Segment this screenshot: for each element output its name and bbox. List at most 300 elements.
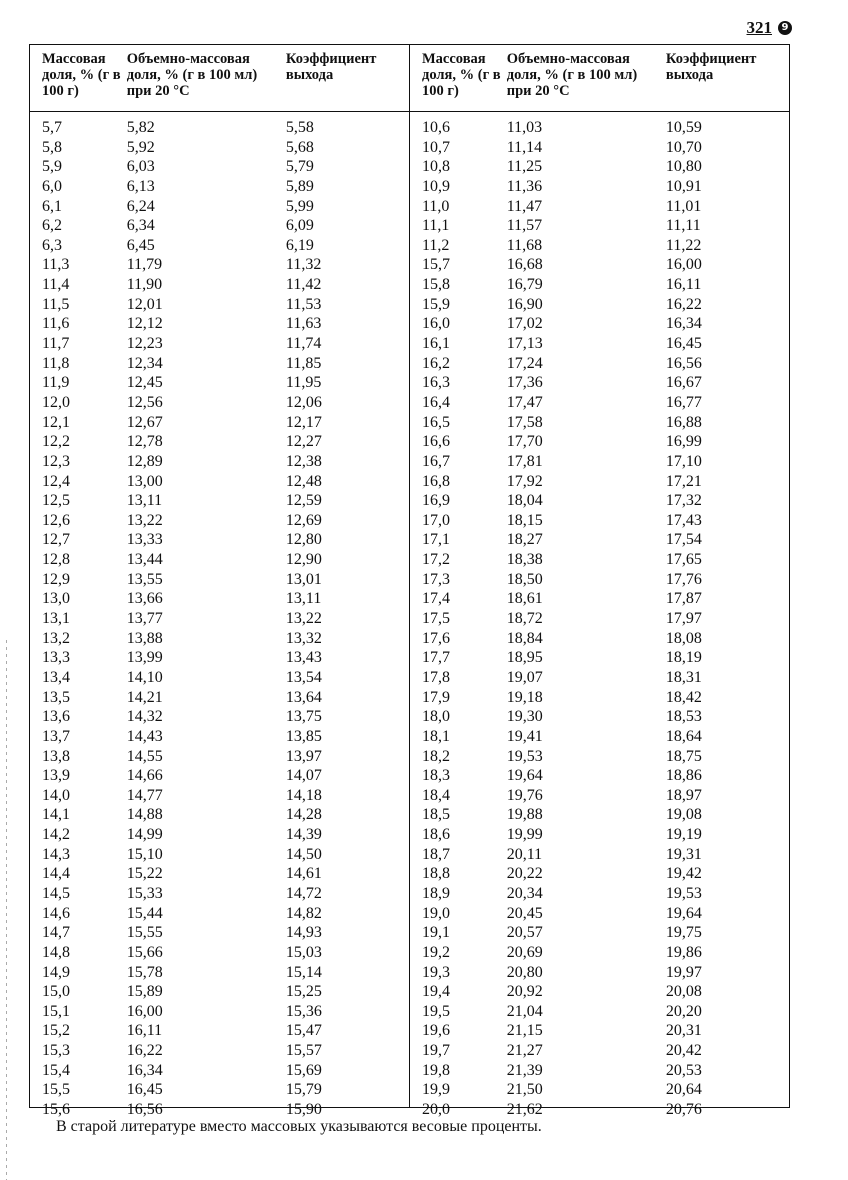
mass-fraction-cell: 17,5 [422, 610, 450, 628]
table-body-right [410, 112, 789, 1120]
yield-coefficient-cell: 18,19 [665, 649, 702, 667]
footnote: В старой литературе вместо массовых указываются весовые проценты. [56, 1118, 542, 1135]
mass-fraction-cell: 15,4 [42, 1061, 70, 1079]
volume-mass-fraction-cell: 19,99 [506, 826, 543, 844]
mass-fraction-cell: 17,6 [422, 629, 450, 647]
yield-coefficient-cell: 13,32 [285, 629, 322, 647]
yield-coefficient-cell: 5,99 [285, 197, 314, 215]
mass-fraction-cell: 15,7 [422, 256, 450, 274]
table-row [30, 255, 409, 275]
yield-coefficient-cell: 14,39 [285, 826, 322, 844]
volume-mass-fraction-cell: 18,15 [506, 511, 543, 529]
yield-coefficient-cell: 19,31 [665, 845, 702, 863]
yield-coefficient-cell: 16,11 [665, 276, 702, 294]
yield-coefficient-cell: 19,86 [665, 943, 702, 961]
mass-fraction-cell: 12,8 [42, 551, 70, 569]
volume-mass-fraction-cell: 12,12 [126, 315, 163, 333]
volume-mass-fraction-cell: 13,11 [126, 492, 163, 510]
volume-mass-fraction-cell: 18,84 [506, 629, 543, 647]
volume-mass-fraction-cell: 18,72 [506, 610, 543, 628]
mass-fraction-cell: 19,3 [422, 963, 450, 981]
mass-fraction-cell: 12,3 [42, 452, 70, 470]
table-row [410, 747, 789, 767]
volume-mass-fraction-cell: 18,38 [506, 551, 543, 569]
volume-mass-fraction-cell: 16,11 [126, 1022, 163, 1040]
yield-coefficient-cell: 19,75 [665, 924, 702, 942]
mass-fraction-cell: 12,5 [42, 492, 70, 510]
table-row [410, 1080, 789, 1100]
table-row [30, 216, 409, 236]
yield-coefficient-cell: 16,34 [665, 315, 702, 333]
volume-mass-fraction-cell: 16,45 [126, 1081, 163, 1099]
mass-fraction-cell: 12,7 [42, 531, 70, 549]
yield-coefficient-cell: 10,91 [665, 177, 702, 195]
mass-fraction-cell: 19,8 [422, 1061, 450, 1079]
table-row [410, 373, 789, 393]
mass-fraction-cell: 12,0 [42, 393, 70, 411]
yield-coefficient-cell: 18,97 [665, 786, 702, 804]
volume-mass-fraction-cell: 16,79 [506, 276, 543, 294]
volume-mass-fraction-cell: 14,32 [126, 708, 163, 726]
volume-mass-fraction-cell: 14,43 [126, 727, 163, 745]
mass-fraction-cell: 16,7 [422, 452, 450, 470]
volume-mass-fraction-cell: 11,90 [126, 276, 163, 294]
volume-mass-fraction-cell: 17,13 [506, 335, 543, 353]
volume-mass-fraction-cell: 14,66 [126, 767, 163, 785]
yield-coefficient-cell: 16,99 [665, 433, 702, 451]
mass-fraction-cell: 6,0 [42, 177, 62, 195]
table-row [30, 589, 409, 609]
yield-coefficient-cell: 17,54 [665, 531, 702, 549]
volume-mass-fraction-cell: 15,89 [126, 983, 163, 1001]
volume-mass-fraction-cell: 11,47 [506, 197, 543, 215]
yield-coefficient-cell: 16,56 [665, 354, 702, 372]
yield-coefficient-cell: 15,69 [285, 1061, 322, 1079]
volume-mass-fraction-cell: 16,90 [506, 295, 543, 313]
table-row [410, 491, 789, 511]
mass-fraction-cell: 11,0 [422, 197, 450, 215]
volume-mass-fraction-cell: 17,70 [506, 433, 543, 451]
volume-mass-fraction-cell: 17,58 [506, 413, 543, 431]
header-volume-mass-fraction: Объемно-массовая доля, % (г в 100 мл) при 20 °С [126, 51, 258, 99]
table-row [410, 452, 789, 472]
yield-coefficient-cell: 12,90 [285, 551, 322, 569]
table-row [30, 982, 409, 1002]
table-row [410, 707, 789, 727]
table-row [410, 1002, 789, 1022]
volume-mass-fraction-cell: 13,44 [126, 551, 163, 569]
mass-fraction-cell: 15,9 [422, 295, 450, 313]
table-row [410, 413, 789, 433]
yield-coefficient-cell: 16,88 [665, 413, 702, 431]
volume-mass-fraction-cell: 15,22 [126, 865, 163, 883]
yield-coefficient-cell: 13,64 [285, 688, 322, 706]
mass-fraction-cell: 13,8 [42, 747, 70, 765]
volume-mass-fraction-cell: 15,10 [126, 845, 163, 863]
table-row [410, 982, 789, 1002]
mass-fraction-cell: 17,1 [422, 531, 450, 549]
table-row [410, 216, 789, 236]
volume-mass-fraction-cell: 16,56 [126, 1101, 163, 1119]
volume-mass-fraction-cell: 14,99 [126, 826, 163, 844]
yield-coefficient-cell: 19,19 [665, 826, 702, 844]
mass-fraction-cell: 11,3 [42, 256, 70, 274]
volume-mass-fraction-cell: 21,04 [506, 1002, 543, 1020]
table-row [30, 707, 409, 727]
volume-mass-fraction-cell: 13,66 [126, 590, 163, 608]
volume-mass-fraction-cell: 16,22 [126, 1042, 163, 1060]
table-row [30, 747, 409, 767]
volume-mass-fraction-cell: 15,33 [126, 884, 163, 902]
mass-fraction-cell: 14,3 [42, 845, 70, 863]
volume-mass-fraction-cell: 18,27 [506, 531, 543, 549]
mass-fraction-cell: 20,0 [422, 1101, 450, 1119]
mass-fraction-cell: 14,6 [42, 904, 70, 922]
mass-fraction-cell: 18,0 [422, 708, 450, 726]
mass-fraction-cell: 13,2 [42, 629, 70, 647]
mass-fraction-cell: 15,8 [422, 276, 450, 294]
table-row [30, 236, 409, 256]
volume-mass-fraction-cell: 6,03 [126, 158, 155, 176]
yield-coefficient-cell: 17,43 [665, 511, 702, 529]
yield-coefficient-cell: 19,97 [665, 963, 702, 981]
mass-fraction-cell: 5,7 [42, 119, 62, 136]
yield-coefficient-cell: 17,32 [665, 492, 702, 510]
volume-mass-fraction-cell: 17,81 [506, 452, 543, 470]
volume-mass-fraction-cell: 17,92 [506, 472, 543, 490]
table-row [30, 904, 409, 924]
volume-mass-fraction-cell: 11,68 [506, 236, 543, 254]
table-row [410, 118, 789, 138]
table-row [30, 491, 409, 511]
table-row [30, 864, 409, 884]
table-row [410, 275, 789, 295]
mass-fraction-cell: 10,7 [422, 138, 450, 156]
volume-mass-fraction-cell: 19,88 [506, 806, 543, 824]
volume-mass-fraction-cell: 15,55 [126, 924, 163, 942]
table-row [30, 668, 409, 688]
volume-mass-fraction-cell: 16,68 [506, 256, 543, 274]
table-row [410, 963, 789, 983]
yield-coefficient-cell: 14,07 [285, 767, 322, 785]
yield-coefficient-cell: 19,42 [665, 865, 702, 883]
yield-coefficient-cell: 6,09 [285, 217, 314, 235]
volume-mass-fraction-cell: 6,34 [126, 217, 155, 235]
mass-fraction-cell: 17,3 [422, 570, 450, 588]
table-row [410, 236, 789, 256]
mass-fraction-cell: 5,9 [42, 158, 62, 176]
table-row [410, 255, 789, 275]
volume-mass-fraction-cell: 20,45 [506, 904, 543, 922]
table-row [410, 864, 789, 884]
yield-coefficient-cell: 20,08 [665, 983, 702, 1001]
mass-fraction-cell: 19,2 [422, 943, 450, 961]
mass-fraction-cell: 17,2 [422, 551, 450, 569]
mass-fraction-cell: 13,9 [42, 767, 70, 785]
volume-mass-fraction-cell: 15,78 [126, 963, 163, 981]
table-row [410, 354, 789, 374]
mass-fraction-cell: 19,0 [422, 904, 450, 922]
mass-fraction-cell: 5,8 [42, 138, 62, 156]
yield-coefficient-cell: 20,20 [665, 1002, 702, 1020]
volume-mass-fraction-cell: 17,02 [506, 315, 543, 333]
volume-mass-fraction-cell: 19,76 [506, 786, 543, 804]
header-mass-fraction: Массовая доля, % (г в 100 г) [422, 51, 501, 99]
volume-mass-fraction-cell: 11,14 [506, 138, 543, 156]
yield-coefficient-cell: 16,77 [665, 393, 702, 411]
volume-mass-fraction-cell: 21,15 [506, 1022, 543, 1040]
volume-mass-fraction-cell: 16,34 [126, 1061, 163, 1079]
mass-fraction-cell: 10,8 [422, 158, 450, 176]
volume-mass-fraction-cell: 16,00 [126, 1002, 163, 1020]
yield-coefficient-cell: 11,74 [285, 335, 322, 353]
mass-fraction-cell: 18,7 [422, 845, 450, 863]
table-row [410, 1061, 789, 1081]
volume-mass-fraction-cell: 20,80 [506, 963, 543, 981]
table-row [410, 766, 789, 786]
mass-fraction-cell: 17,4 [422, 590, 450, 608]
table-row [30, 530, 409, 550]
table-row [410, 314, 789, 334]
table-row [30, 197, 409, 217]
table-row [30, 845, 409, 865]
volume-mass-fraction-cell: 18,04 [506, 492, 543, 510]
volume-mass-fraction-cell: 14,88 [126, 806, 163, 824]
table-row [30, 511, 409, 531]
table-row [30, 118, 409, 138]
yield-coefficient-cell: 11,22 [665, 236, 702, 254]
table-row [410, 923, 789, 943]
volume-mass-fraction-cell: 13,33 [126, 531, 163, 549]
mass-fraction-cell: 16,4 [422, 393, 450, 411]
mass-fraction-cell: 14,0 [42, 786, 70, 804]
mass-fraction-cell: 12,1 [42, 413, 70, 431]
mass-fraction-cell: 19,1 [422, 924, 450, 942]
mass-fraction-cell: 18,4 [422, 786, 450, 804]
volume-mass-fraction-cell: 19,53 [506, 747, 543, 765]
header-yield-coefficient: Коэффициент выхода [285, 51, 377, 83]
table-row [410, 727, 789, 747]
volume-mass-fraction-cell: 12,45 [126, 374, 163, 392]
volume-mass-fraction-cell: 12,34 [126, 354, 163, 372]
mass-fraction-cell: 14,1 [42, 806, 70, 824]
table-row [410, 157, 789, 177]
volume-mass-fraction-cell: 13,55 [126, 570, 163, 588]
yield-coefficient-cell: 17,87 [665, 590, 702, 608]
volume-mass-fraction-cell: 13,00 [126, 472, 163, 490]
mass-fraction-cell: 14,8 [42, 943, 70, 961]
mass-fraction-cell: 13,5 [42, 688, 70, 706]
table-row [30, 413, 409, 433]
volume-mass-fraction-cell: 15,66 [126, 943, 163, 961]
table-row [30, 373, 409, 393]
table-row [30, 1002, 409, 1022]
mass-fraction-cell: 6,2 [42, 217, 62, 235]
mass-fraction-cell: 18,1 [422, 727, 450, 745]
volume-mass-fraction-cell: 12,67 [126, 413, 163, 431]
yield-coefficient-cell: 16,00 [665, 256, 702, 274]
yield-coefficient-cell: 20,64 [665, 1081, 702, 1099]
table-row [410, 609, 789, 629]
mass-fraction-cell: 18,2 [422, 747, 450, 765]
yield-coefficient-cell: 13,11 [285, 590, 322, 608]
volume-mass-fraction-cell: 13,77 [126, 610, 163, 628]
table-row [410, 904, 789, 924]
yield-coefficient-cell: 17,76 [665, 570, 702, 588]
table-row [30, 550, 409, 570]
yield-coefficient-cell: 18,64 [665, 727, 702, 745]
table-header [30, 45, 409, 112]
yield-coefficient-cell: 14,93 [285, 924, 322, 942]
table-row [30, 295, 409, 315]
header-yield-coefficient: Коэффициент выхода [665, 51, 757, 83]
table-row [410, 1100, 789, 1120]
mass-fraction-cell: 18,6 [422, 826, 450, 844]
yield-coefficient-cell: 13,97 [285, 747, 322, 765]
yield-coefficient-cell: 12,38 [285, 452, 322, 470]
yield-coefficient-cell: 18,08 [665, 629, 702, 647]
yield-coefficient-cell: 10,80 [665, 158, 702, 176]
volume-mass-fraction-cell: 17,47 [506, 393, 543, 411]
yield-coefficient-cell: 12,17 [285, 413, 322, 431]
mass-fraction-cell: 15,6 [42, 1101, 70, 1119]
mass-fraction-cell: 16,3 [422, 374, 450, 392]
scan-margin-line [6, 640, 7, 1180]
yield-coefficient-cell: 14,28 [285, 806, 322, 824]
yield-coefficient-cell: 12,27 [285, 433, 322, 451]
table-row [30, 138, 409, 158]
table-row [410, 138, 789, 158]
volume-mass-fraction-cell: 21,27 [506, 1042, 543, 1060]
volume-mass-fraction-cell: 20,34 [506, 884, 543, 902]
table-row [30, 1100, 409, 1120]
volume-mass-fraction-cell: 19,07 [506, 668, 543, 686]
mass-fraction-cell: 15,1 [42, 1002, 70, 1020]
yield-coefficient-cell: 15,57 [285, 1042, 322, 1060]
yield-coefficient-cell: 15,14 [285, 963, 322, 981]
table-row [410, 668, 789, 688]
table-row [30, 472, 409, 492]
volume-mass-fraction-cell: 13,99 [126, 649, 163, 667]
mass-fraction-cell: 12,4 [42, 472, 70, 490]
mass-fraction-cell: 12,9 [42, 570, 70, 588]
yield-coefficient-cell: 19,53 [665, 884, 702, 902]
yield-coefficient-cell: 5,68 [285, 138, 314, 156]
mass-fraction-cell: 11,5 [42, 295, 70, 313]
volume-mass-fraction-cell: 18,50 [506, 570, 543, 588]
yield-coefficient-cell: 15,25 [285, 983, 322, 1001]
volume-mass-fraction-cell: 13,22 [126, 511, 163, 529]
mass-fraction-cell: 11,4 [42, 276, 70, 294]
volume-mass-fraction-cell: 12,23 [126, 335, 163, 353]
table-row [410, 197, 789, 217]
mass-fraction-cell: 16,2 [422, 354, 450, 372]
table-row [410, 589, 789, 609]
volume-mass-fraction-cell: 12,89 [126, 452, 163, 470]
yield-coefficient-cell: 16,45 [665, 335, 702, 353]
yield-coefficient-cell: 18,31 [665, 668, 702, 686]
yield-coefficient-cell: 11,32 [285, 256, 322, 274]
table-row [30, 275, 409, 295]
yield-coefficient-cell: 14,18 [285, 786, 322, 804]
mass-fraction-cell: 15,5 [42, 1081, 70, 1099]
yield-coefficient-cell: 14,82 [285, 904, 322, 922]
volume-mass-fraction-cell: 21,62 [506, 1101, 543, 1119]
yield-coefficient-cell: 11,11 [665, 217, 701, 235]
mass-fraction-cell: 10,9 [422, 177, 450, 195]
yield-coefficient-cell: 10,70 [665, 138, 702, 156]
yield-coefficient-cell: 18,53 [665, 708, 702, 726]
yield-coefficient-cell: 11,63 [285, 315, 322, 333]
volume-mass-fraction-cell: 11,79 [126, 256, 163, 274]
table-row [30, 648, 409, 668]
yield-coefficient-cell: 13,54 [285, 668, 322, 686]
mass-fraction-cell: 18,8 [422, 865, 450, 883]
mass-fraction-cell: 13,7 [42, 727, 70, 745]
yield-coefficient-cell: 13,01 [285, 570, 322, 588]
mass-fraction-cell: 12,2 [42, 433, 70, 451]
yield-coefficient-cell: 11,01 [665, 197, 702, 215]
volume-mass-fraction-cell: 5,92 [126, 138, 155, 156]
yield-coefficient-cell: 15,47 [285, 1022, 322, 1040]
volume-mass-fraction-cell: 13,88 [126, 629, 163, 647]
table-row [30, 177, 409, 197]
yield-coefficient-cell: 18,42 [665, 688, 702, 706]
mass-fraction-cell: 19,4 [422, 983, 450, 1001]
volume-mass-fraction-cell: 12,56 [126, 393, 163, 411]
table-row [30, 570, 409, 590]
table-row [410, 472, 789, 492]
yield-coefficient-cell: 12,06 [285, 393, 322, 411]
yield-coefficient-cell: 5,79 [285, 158, 314, 176]
table-row [30, 452, 409, 472]
mass-fraction-cell: 13,1 [42, 610, 70, 628]
mass-fraction-cell: 17,8 [422, 668, 450, 686]
mass-fraction-cell: 11,2 [422, 236, 450, 254]
section-marker-icon: 9 [778, 21, 792, 35]
table-row [410, 295, 789, 315]
table-row [30, 943, 409, 963]
volume-mass-fraction-cell: 21,39 [506, 1061, 543, 1079]
mass-fraction-cell: 14,9 [42, 963, 70, 981]
mass-fraction-cell: 18,3 [422, 767, 450, 785]
table-row [410, 334, 789, 354]
table-row [410, 805, 789, 825]
yield-coefficient-cell: 13,22 [285, 610, 322, 628]
mass-fraction-cell: 14,2 [42, 826, 70, 844]
yield-coefficient-cell: 11,95 [285, 374, 322, 392]
table-row [30, 1061, 409, 1081]
yield-coefficient-cell: 12,59 [285, 492, 322, 510]
volume-mass-fraction-cell: 17,36 [506, 374, 543, 392]
volume-mass-fraction-cell: 6,13 [126, 177, 155, 195]
yield-coefficient-cell: 17,10 [665, 452, 702, 470]
yield-coefficient-cell: 15,79 [285, 1081, 322, 1099]
mass-fraction-cell: 16,5 [422, 413, 450, 431]
table-row [30, 157, 409, 177]
table-row [410, 570, 789, 590]
mass-fraction-cell: 15,0 [42, 983, 70, 1001]
mass-fraction-cell: 18,5 [422, 806, 450, 824]
yield-coefficient-cell: 19,64 [665, 904, 702, 922]
yield-coefficient-cell: 15,36 [285, 1002, 322, 1020]
table-row [30, 786, 409, 806]
mass-fraction-cell: 13,4 [42, 668, 70, 686]
mass-fraction-cell: 14,4 [42, 865, 70, 883]
header-volume-mass-fraction: Объемно-массовая доля, % (г в 100 мл) при 20 °С [506, 51, 638, 99]
table-row [30, 334, 409, 354]
table-row [410, 530, 789, 550]
